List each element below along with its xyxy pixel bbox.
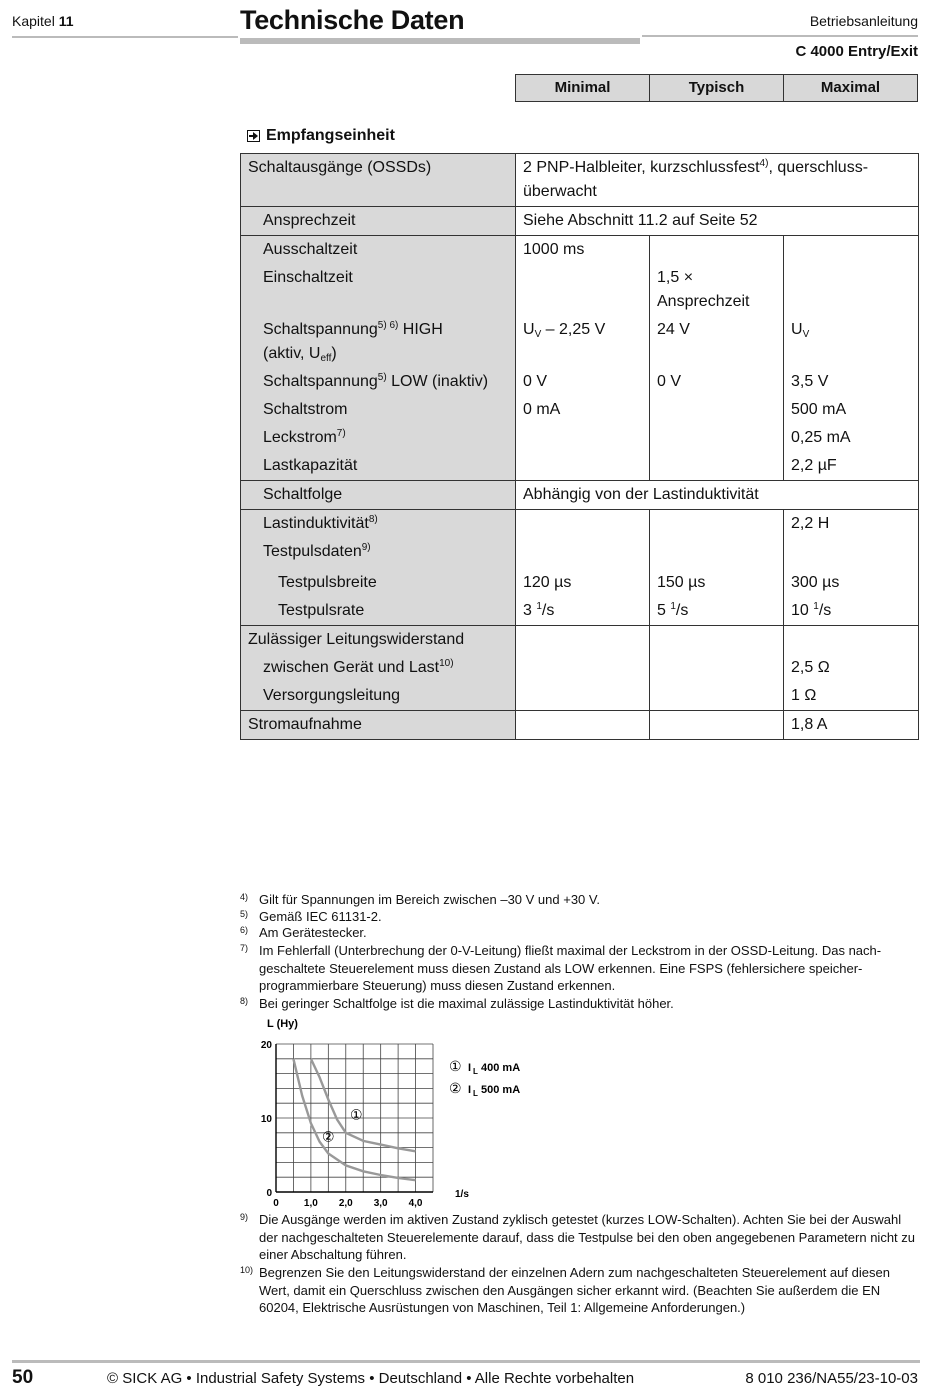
value-max: 1 Ω: [784, 682, 919, 711]
header-rule-left: [12, 36, 238, 38]
copyright: © SICK AG • Industrial Safety Systems • Deutschland • Alle Rechte vorbehalten: [107, 1370, 635, 1387]
row-label: Schaltspannung$^{5) 6)}$ HIGH (aktiv, $U_{eff}$): [241, 316, 516, 368]
header-rule-title: [240, 38, 640, 44]
footnote: 10) Begrenzen Sie den Leitungswiderstand der einzelnen Adern zum nachgeschalteten Steuerelement auf diesen Wert, damit ein Querschluss zwischen den Ausgängen sicher erkannt wird. (Beachten Sie außerdem die EN 60204, Elektrische Ausrüstungen von Maschinen, Teil 1: Allgemeine Anforderungen.): [240, 1265, 890, 1315]
legend-sub-1: L: [473, 1067, 478, 1076]
table-row: [241, 626, 919, 655]
table-row: [241, 368, 919, 396]
value-max: 2,5 Ω: [784, 654, 919, 682]
section-heading: [247, 127, 395, 145]
table-row: [241, 510, 919, 539]
row-label: Testpulsdaten$^{9)}$: [241, 538, 516, 566]
footnote: 6) Am Gerätestecker.: [240, 925, 367, 940]
row-value: Abhängig von der Lastinduktivität: [516, 481, 919, 510]
series-marker-1: ①: [349, 1106, 363, 1123]
value-typ: 1,5 × Ansprechzeit: [650, 264, 784, 316]
value-min: 120 µs: [516, 566, 650, 597]
legend-value-1: 400 mA: [481, 1062, 521, 1074]
row-label: Schaltfolge: [241, 481, 516, 510]
table-row: [241, 682, 919, 711]
value-max: 1,8 A: [784, 711, 919, 740]
legend-marker-2: ②: [449, 1080, 462, 1096]
value-max: 300 µs: [784, 566, 919, 597]
table-row: [241, 396, 919, 424]
x-tick-label: 2,0: [338, 1198, 353, 1209]
y-tick-label: 0: [266, 1188, 272, 1199]
row-label: Einschaltzeit: [241, 264, 516, 316]
row-label: Lastkapazität: [241, 452, 516, 481]
inductance-chart: [255, 1014, 555, 1210]
value-max: 0,25 mA: [784, 424, 919, 452]
x-tick-label: 3,0: [373, 1198, 388, 1209]
page-number: 50: [12, 1367, 34, 1388]
column-header-minimal: Minimal: [554, 79, 611, 96]
x-tick-label: 1,0: [303, 1198, 318, 1209]
product-name: C 4000 Entry/Exit: [795, 43, 918, 60]
legend-marker-1: ①: [449, 1058, 462, 1074]
table-row: [241, 566, 919, 597]
table-row: [241, 452, 919, 481]
value-max: 3,5 V: [784, 368, 919, 396]
value-typ: 5 $^1$/s: [650, 597, 784, 626]
footnote: 9) Die Ausgänge werden im aktiven Zustand zyklisch getestet (kurzes LOW-Schalten). Achten Sie bei der Auswahl der nachgeschalteten Steuerelemente darauf, dass die Testpulse bei den oben angegebenen Parametern nicht zu einer Abschaltung führen.: [240, 1212, 915, 1262]
footnote: 4) Gilt für Spannungen im Bereich zwischen –30 V und +30 V.: [240, 892, 600, 907]
row-label: Leckstrom$^{7)}$: [241, 424, 516, 452]
table-row: [241, 654, 919, 682]
table-row: [241, 154, 919, 207]
row-label: Lastinduktivität$^{8)}$: [241, 510, 516, 539]
row-label: Schaltausgänge (OSSDs): [241, 154, 516, 207]
table-row: [241, 316, 919, 368]
footer-rule: [12, 1360, 920, 1363]
chapter-label: Kapitel 11: [12, 13, 74, 29]
table-row: [241, 597, 919, 626]
legend-value-2: 500 mA: [481, 1084, 521, 1096]
row-label: zwischen Gerät und Last$^{10)}$: [241, 654, 516, 682]
legend-symbol-1: I: [468, 1062, 472, 1074]
table-row: [241, 538, 919, 566]
row-label: Zulässiger Leitungswiderstand: [241, 626, 516, 655]
x-tick-label: 4,0: [408, 1198, 423, 1209]
document-number: 8 010 236/NA55/23-10-03: [745, 1370, 918, 1387]
y-axis-label: L (Hy): [267, 1018, 298, 1030]
row-label: Versorgungsleitung: [241, 682, 516, 711]
legend-symbol-2: I: [468, 1084, 472, 1096]
column-header-maximal: Maximal: [783, 75, 917, 101]
row-label: Schaltstrom: [241, 396, 516, 424]
value-max: 10 $^1$/s: [784, 597, 919, 626]
x-axis-label: 1/s: [455, 1189, 469, 1200]
row-label: Ansprechzeit: [241, 207, 516, 236]
table-row: [241, 207, 919, 236]
header-rule-right: [642, 35, 918, 37]
row-value: Siehe Abschnitt 11.2 auf Seite 52: [516, 207, 919, 236]
value-max: 2,2 µF: [784, 452, 919, 481]
value-typ: 24 V: [650, 316, 784, 368]
table-row: [241, 711, 919, 740]
column-header-typical: Typisch: [649, 75, 783, 101]
value-max: 2,2 H: [784, 510, 919, 539]
value-max: 500 mA: [784, 396, 919, 424]
column-header-bar: [515, 74, 918, 102]
value-min: 1000 ms: [516, 236, 650, 265]
y-tick-label: 20: [260, 1040, 272, 1051]
spec-table: [240, 153, 919, 740]
page-title: Technische Daten: [240, 5, 465, 35]
value-max: $U_V$: [784, 316, 919, 368]
x-tick-label: 0: [273, 1198, 279, 1209]
footnote: 7) Im Fehlerfall (Unterbrechung der 0-V-Leitung) fließt maximal der Leckstrom in der OSSD-Leitung. Das nach- geschaltete Steuerelement muss diesen Zustand als LOW erkennen. Eine FSPS (fehlersichere speicher- programmierbare Steuerung) muss diesen Zustand erkennen.: [240, 943, 882, 993]
row-label: Ausschaltzeit: [241, 236, 516, 265]
value-min: 0 V: [516, 368, 650, 396]
legend-sub-2: L: [473, 1089, 478, 1098]
value-min: 3 $^1$/s: [516, 597, 650, 626]
arrow-into-box-icon: [247, 130, 260, 142]
table-row: [241, 424, 919, 452]
table-row: [241, 236, 919, 265]
footnote: 8) Bei geringer Schaltfolge ist die maximal zulässige Lastinduktivität höher.: [240, 996, 674, 1011]
row-value: 2 PNP-Halbleiter, kurzschlussfest$^{4)}$, querschluss- überwacht: [516, 154, 919, 207]
footnote: 5) Gemäß IEC 61131-2.: [240, 909, 382, 924]
row-label: Stromaufnahme: [241, 711, 516, 740]
row-label: Schaltspannung$^{5)}$ LOW (inaktiv): [241, 368, 516, 396]
document-type: Betriebsanleitung: [809, 13, 918, 29]
row-label: Testpulsbreite: [241, 566, 516, 597]
table-row: [241, 264, 919, 316]
chapter-number: 11: [58, 13, 74, 29]
series-marker-2: ②: [322, 1128, 335, 1145]
value-min: $U_V - 2,25$ V: [516, 316, 650, 368]
y-tick-label: 10: [260, 1114, 272, 1125]
table-row: [241, 481, 919, 510]
value-min: 0 mA: [516, 396, 650, 424]
row-label: Testpulsrate: [241, 597, 516, 626]
value-typ: 150 µs: [650, 566, 784, 597]
section-title: Empfangseinheit: [266, 127, 395, 144]
value-typ: 0 V: [650, 368, 784, 396]
